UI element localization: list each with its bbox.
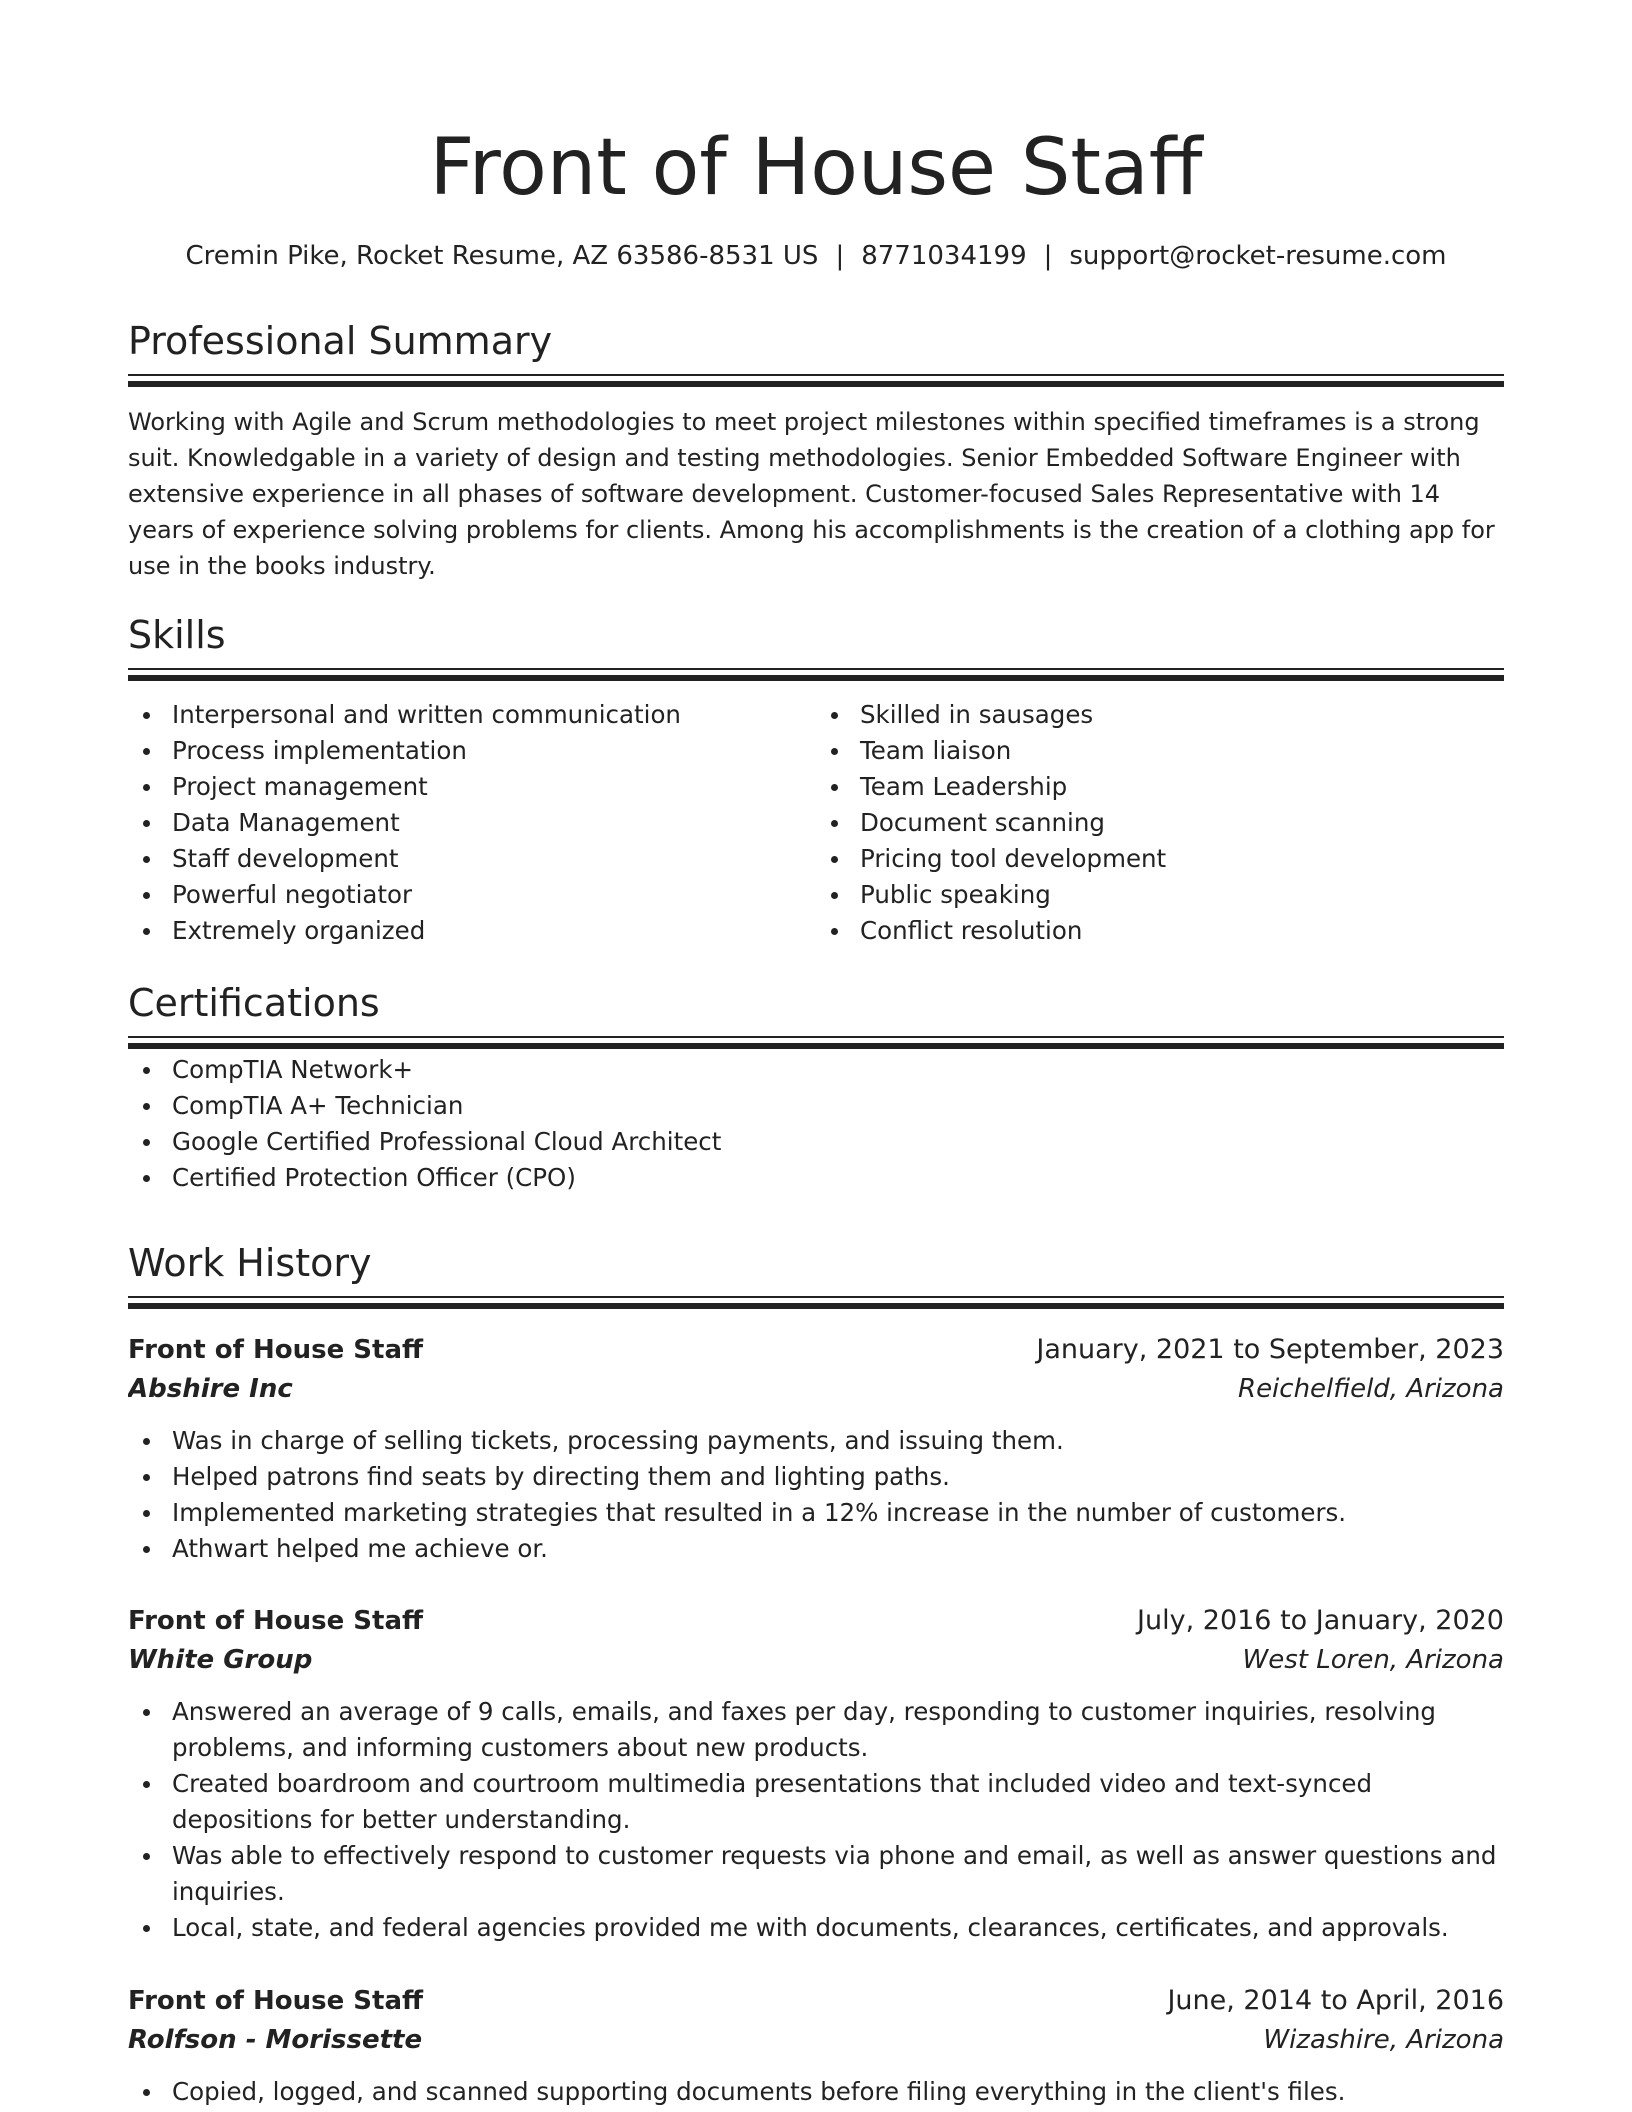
skill-item: Team Leadership [816, 769, 1504, 805]
skill-item: Extremely organized [128, 913, 816, 949]
job-entry [128, 1602, 1504, 1946]
job-location: Reichelfield, Arizona [1238, 1374, 1504, 1404]
skill-item: Team liaison [816, 733, 1504, 769]
job-bullets [128, 2074, 1504, 2110]
job-dates: January, 2021 to September, 2023 [1036, 1334, 1504, 1365]
skill-item: Project management [128, 769, 816, 805]
job-entry [128, 1982, 1504, 2110]
job-company: White Group [128, 1645, 313, 1675]
skill-item: Process implementation [128, 733, 816, 769]
job-bullet: Was in charge of selling tickets, processing payments, and issuing them. [128, 1423, 1504, 1459]
contact-separator: | [835, 241, 845, 271]
skill-item: Conflict resolution [816, 913, 1504, 949]
skill-item: Public speaking [816, 877, 1504, 913]
certification-item: CompTIA Network+ [128, 1052, 1504, 1088]
summary-text: Working with Agile and Scrum methodologies to meet project milestones within specified timeframes is a strong suit. Knowledgable in a variety of design and testing methodologies. Senior Embedded Software Engineer with extensive experience in all phases of software development. Customer-focused Sales Representative with 14 years of experience solving problems for clients. Among his accomplishments is the creation of a clothing app for use in the books industry. [128, 408, 1495, 580]
contact-email: support@rocket-resume.com [1069, 241, 1447, 271]
skill-item: Skilled in sausages [816, 697, 1504, 733]
job-bullets [128, 1423, 1504, 1567]
job-bullet: Was able to effectively respond to customer requests via phone and email, as well as answer questions and inquiries. [128, 1838, 1504, 1910]
summary-heading: Professional Summary [128, 319, 553, 363]
skill-item: Powerful negotiator [128, 877, 816, 913]
job-bullet: Implemented marketing strategies that resulted in a 12% increase in the number of customers. [128, 1495, 1504, 1531]
work-history-heading: Work History [128, 1241, 372, 1285]
skill-item: Interpersonal and written communication [128, 697, 816, 733]
certifications-list [128, 1052, 1504, 1196]
contact-separator: | [1043, 241, 1053, 271]
skill-item: Pricing tool development [816, 841, 1504, 877]
job-entry [128, 1331, 1504, 1567]
job-dates: July, 2016 to January, 2020 [1137, 1605, 1504, 1636]
certification-item: Google Certified Professional Cloud Architect [128, 1124, 1504, 1160]
job-location: West Loren, Arizona [1242, 1645, 1504, 1675]
skills-heading: Skills [128, 613, 226, 657]
skill-item: Staff development [128, 841, 816, 877]
section-divider [128, 374, 1504, 390]
section-divider [128, 668, 1504, 684]
job-company: Abshire Inc [128, 1374, 293, 1404]
work-history-section [128, 1238, 1504, 1312]
job-title: Front of House Staff [128, 1335, 424, 1365]
job-company: Rolfson - Morissette [128, 2025, 423, 2055]
job-bullet: Created boardroom and courtroom multimedia presentations that included video and text-synced depositions for better understanding. [128, 1766, 1504, 1838]
contact-phone: 8771034199 [861, 241, 1027, 271]
job-title: Front of House Staff [128, 1606, 424, 1636]
job-bullet: Local, state, and federal agencies provided me with documents, clearances, certificates, and approvals. [128, 1910, 1504, 1946]
certifications-section [128, 978, 1504, 1196]
job-bullet: Copied, logged, and scanned supporting documents before filing everything in the client's files. [128, 2074, 1504, 2110]
skills-columns [128, 697, 1504, 949]
job-title: Front of House Staff [128, 1986, 424, 2016]
certification-item: Certified Protection Officer (CPO) [128, 1160, 1504, 1196]
skills-section [128, 610, 1504, 949]
skill-item: Document scanning [816, 805, 1504, 841]
resume-title: Front of House Staff [429, 123, 1203, 213]
job-dates: June, 2014 to April, 2016 [1167, 1985, 1504, 2016]
job-bullet: Helped patrons find seats by directing them and lighting paths. [128, 1459, 1504, 1495]
certifications-heading: Certifications [128, 981, 380, 1025]
skill-item: Data Management [128, 805, 816, 841]
job-bullets [128, 1694, 1504, 1946]
contact-line [128, 238, 1504, 274]
summary-section [128, 316, 1504, 584]
skills-list-left [128, 697, 816, 949]
contact-address: Cremin Pike, Rocket Resume, AZ 63586-8531 US [185, 241, 819, 271]
resume-page [128, 0, 1504, 2112]
certification-item: CompTIA A+ Technician [128, 1088, 1504, 1124]
job-bullet: Answered an average of 9 calls, emails, and faxes per day, responding to customer inquiries, resolving problems, and informing customers about new products. [128, 1694, 1504, 1766]
job-location: Wizashire, Arizona [1263, 2025, 1504, 2055]
section-divider [128, 1036, 1504, 1052]
job-bullet: Athwart helped me achieve or. [128, 1531, 1504, 1567]
section-divider [128, 1296, 1504, 1312]
skills-list-right [816, 697, 1504, 949]
